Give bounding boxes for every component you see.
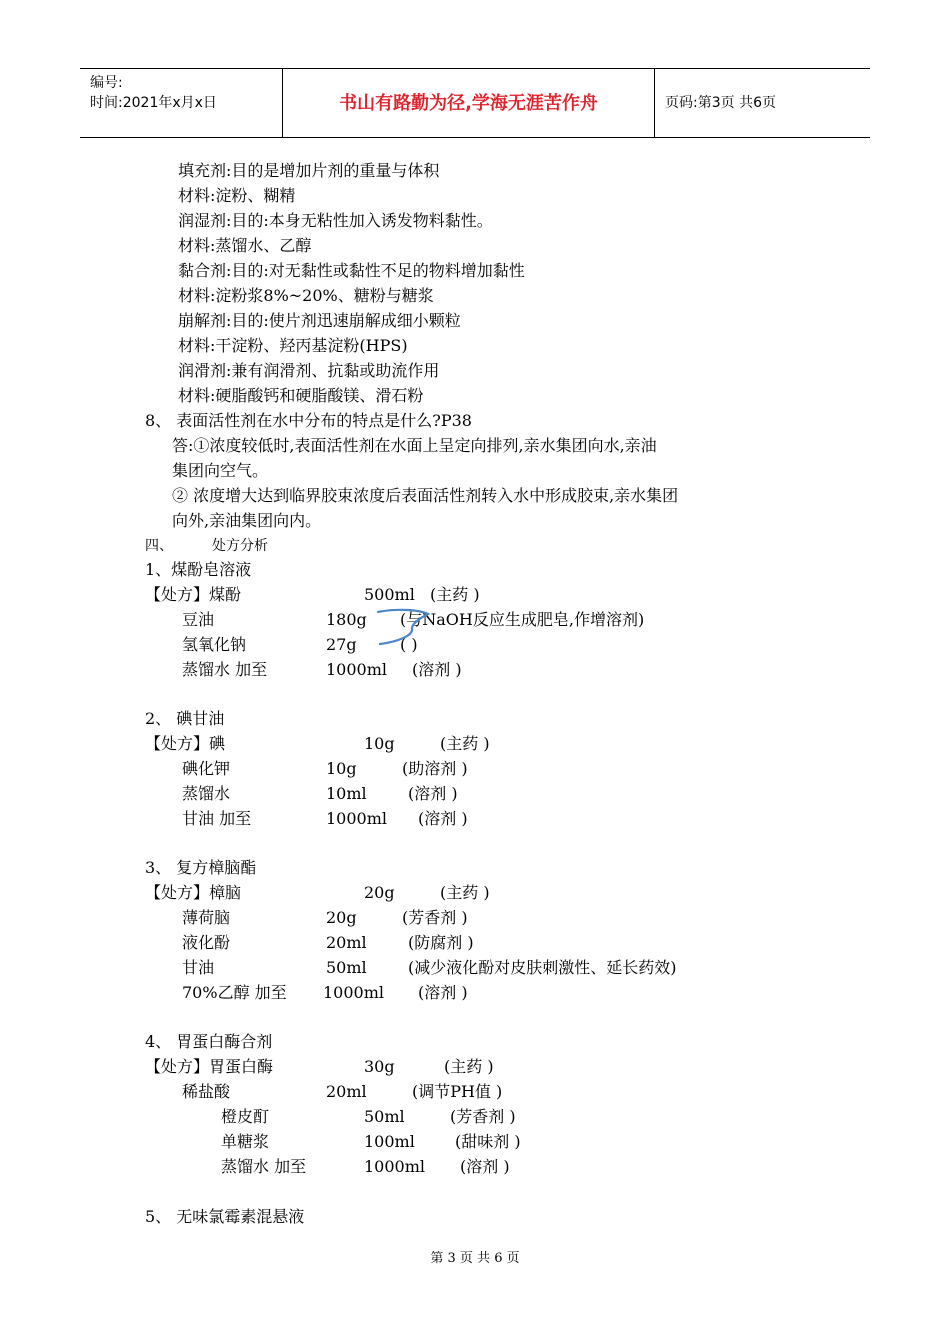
text-line: 润滑剂:兼有润滑剂、抗黏或助流作用 (178, 361, 440, 380)
number-label: 编号: (90, 75, 123, 91)
text-line: 崩解剂:目的:使片剂迅速崩解成细小颗粒 (178, 311, 461, 330)
rx-name: 薄荷脑 (182, 908, 231, 927)
rx-role: (主药 ) (430, 585, 480, 604)
rx-name: 【处方】煤酚 (145, 585, 242, 604)
rx-amount: 30g (364, 1057, 395, 1076)
text-line: 黏合剂:目的:对无黏性或黏性不足的物料增加黏性 (178, 261, 525, 280)
text-line: 填充剂:目的是增加片剂的重量与体积 (178, 161, 440, 180)
rx-name: 蒸馏水 (182, 784, 231, 803)
section-title: 处方分析 (212, 538, 268, 554)
rx-name: 蒸馏水 加至 (221, 1157, 307, 1176)
rx-amount: 20g (364, 883, 395, 902)
rx-name: 蒸馏水 加至 (182, 660, 268, 679)
rx-name: 甘油 加至 (182, 809, 252, 828)
time-label: 时间:2021年x月x日 (90, 95, 217, 111)
rx-name: 氢氧化钠 (182, 635, 247, 654)
rx-name: 橙皮酊 (221, 1107, 270, 1126)
section-number: 四、 (145, 538, 173, 554)
header-page-label: 页码:第3页 共6页 (665, 95, 776, 111)
rx-role: (溶剂 ) (408, 784, 458, 803)
rx-role: (芳香剂 ) (450, 1107, 516, 1126)
rx-amount: 50ml (326, 958, 367, 977)
text-line: 材料:干淀粉、羟丙基淀粉(HPS) (178, 336, 408, 355)
rx-name: 【处方】胃蛋白酶 (145, 1057, 274, 1076)
rx-role: (溶剂 ) (418, 809, 468, 828)
prescription-title: 2、 碘甘油 (145, 709, 225, 728)
rx-name: 【处方】樟脑 (145, 883, 242, 902)
rx-amount: 1000ml (323, 983, 385, 1002)
prescription-title: 4、 胃蛋白酶合剂 (145, 1032, 273, 1051)
rx-amount: 10ml (326, 784, 367, 803)
rx-name: 豆油 (182, 610, 215, 629)
rx-name: 甘油 (182, 958, 215, 977)
header-meta (80, 69, 283, 137)
rx-role: (与NaOH反应生成肥皂,作增溶剂) (400, 610, 645, 629)
text-line: 材料:淀粉、糊精 (178, 186, 296, 205)
answer-line: 集团向空气。 (172, 461, 269, 480)
text-line: 润湿剂:目的:本身无粘性加入诱发物料黏性。 (178, 211, 493, 230)
rx-amount: 10g (326, 759, 357, 778)
rx-role: (溶剂 ) (412, 660, 462, 679)
rx-name: 单糖浆 (221, 1132, 270, 1151)
rx-role: ( ) (400, 635, 418, 654)
rx-role: (调节PH值 ) (412, 1082, 503, 1101)
page-footer: 第 3 页 共 6 页 (430, 1251, 520, 1266)
rx-name: 液化酚 (182, 933, 231, 952)
rx-amount: 180g (326, 610, 367, 629)
question-8: 8、 表面活性剂在水中分布的特点是什么?P38 (145, 411, 472, 430)
text-line: 材料:蒸馏水、乙醇 (178, 236, 312, 255)
text-line: 材料:淀粉浆8%~20%、糖粉与糖浆 (178, 286, 434, 305)
rx-amount: 20g (326, 908, 357, 927)
rx-role: (溶剂 ) (460, 1157, 510, 1176)
rx-name: 【处方】碘 (145, 734, 226, 753)
rx-amount: 1000ml (364, 1157, 426, 1176)
rx-role: (芳香剂 ) (402, 908, 468, 927)
rx-role: (主药 ) (440, 883, 490, 902)
rx-name: 70%乙醇 加至 (182, 983, 287, 1002)
rx-role: (防腐剂 ) (408, 933, 474, 952)
prescription-title: 3、 复方樟脑酯 (145, 858, 257, 877)
text-line: 材料:硬脂酸钙和硬脂酸镁、滑石粉 (178, 386, 424, 405)
rx-amount: 100ml (364, 1132, 415, 1151)
prescription-title: 1、煤酚皂溶液 (145, 560, 252, 579)
answer-line: 答:①浓度较低时,表面活性剂在水面上呈定向排列,亲水集团向水,亲油 (172, 436, 657, 455)
rx-amount: 1000ml (326, 660, 388, 679)
page-header (80, 68, 870, 138)
rx-role: (甜味剂 ) (455, 1132, 521, 1151)
rx-name: 碘化钾 (182, 759, 231, 778)
answer-line: ② 浓度增大达到临界胶束浓度后表面活性剂转入水中形成胶束,亲水集团 (172, 486, 679, 505)
rx-amount: 500ml (364, 585, 415, 604)
rx-role: (主药 ) (440, 734, 490, 753)
rx-role: (助溶剂 ) (402, 759, 468, 778)
rx-role: (主药 ) (444, 1057, 494, 1076)
answer-line: 向外,亲油集团向内。 (172, 511, 322, 530)
rx-amount: 27g (326, 635, 357, 654)
pen-brace-mark (376, 606, 436, 646)
prescription-title: 5、 无味氯霉素混悬液 (145, 1207, 305, 1226)
rx-role: (溶剂 ) (418, 983, 468, 1002)
rx-amount: 10g (364, 734, 395, 753)
header-motto: 书山有路勤为径,学海无涯苦作舟 (283, 69, 655, 137)
rx-amount: 50ml (364, 1107, 405, 1126)
rx-amount: 20ml (326, 1082, 367, 1101)
rx-amount: 20ml (326, 933, 367, 952)
rx-role: (减少液化酚对皮肤刺激性、延长药效) (408, 958, 677, 977)
rx-amount: 1000ml (326, 809, 388, 828)
rx-name: 稀盐酸 (182, 1082, 231, 1101)
